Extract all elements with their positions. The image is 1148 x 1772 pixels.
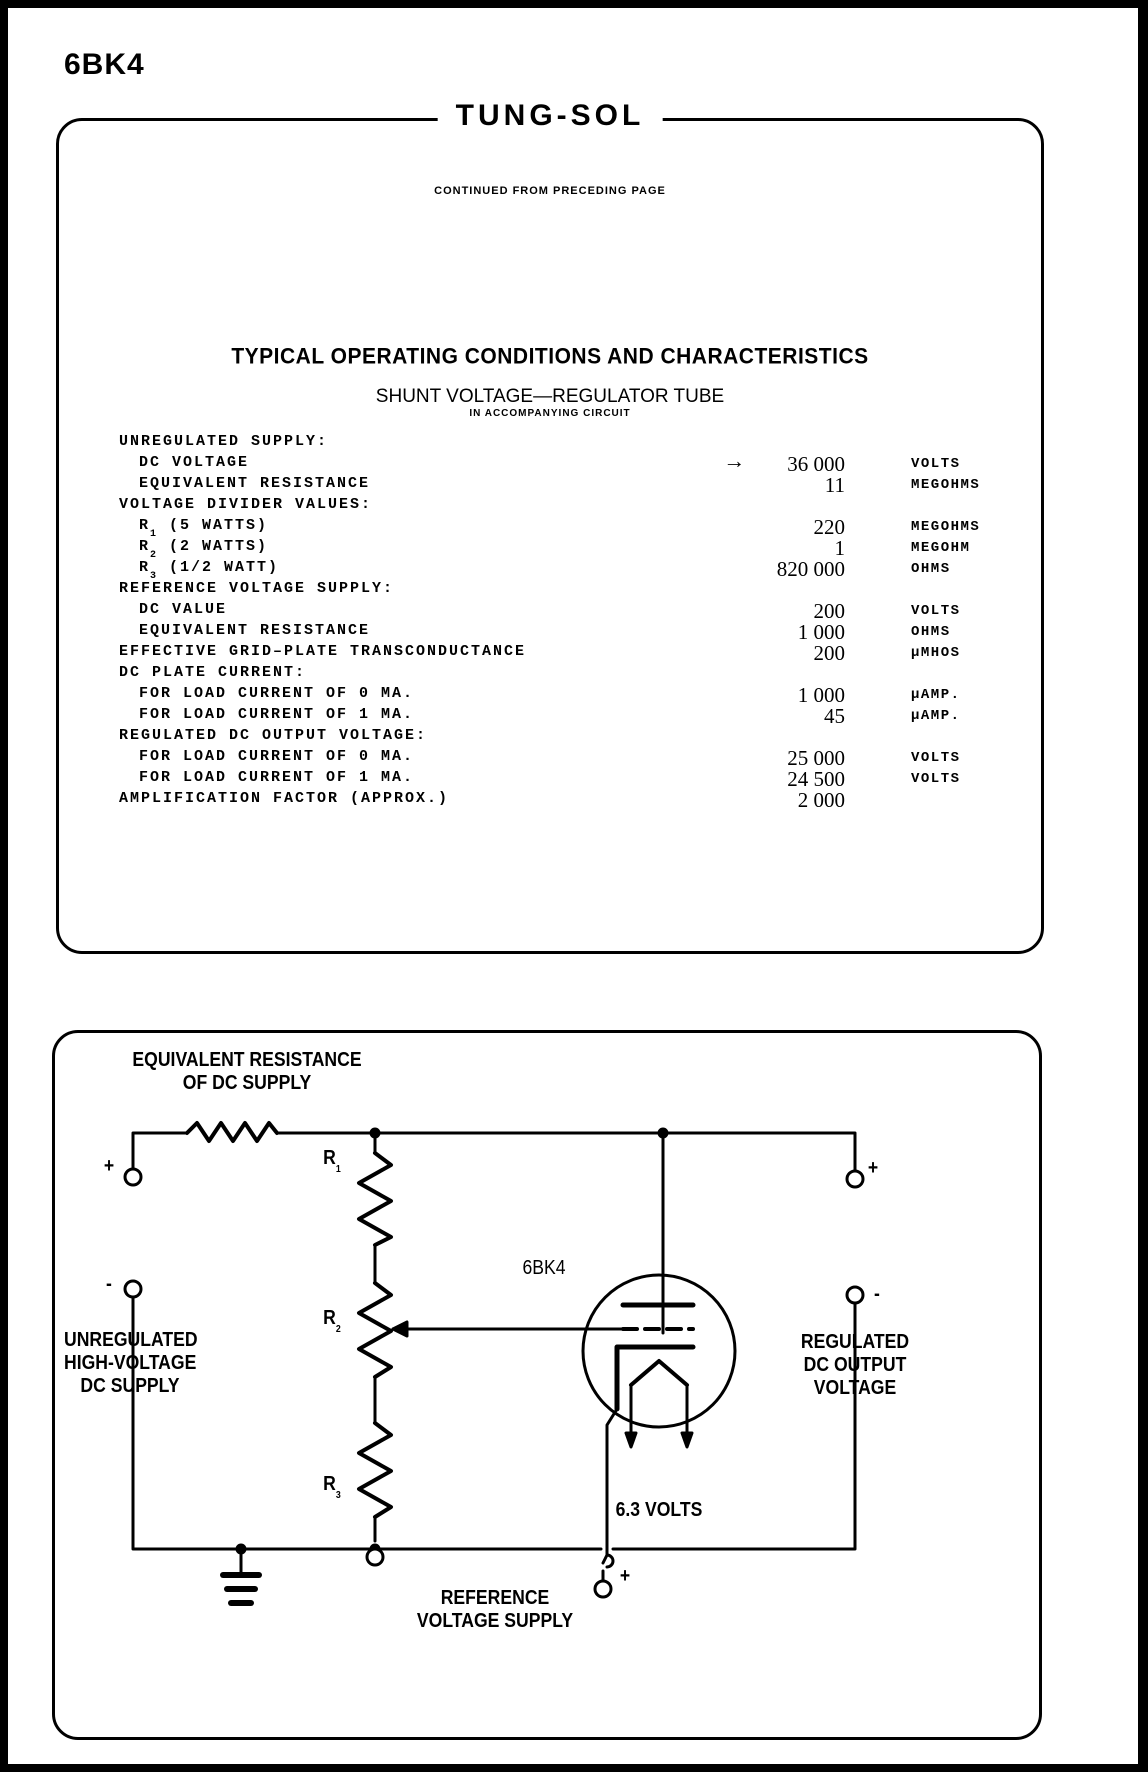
- reference-supply-label: [407, 1587, 583, 1633]
- condition-unit: µMHOS: [911, 645, 961, 661]
- ref-line1: REFERENCE: [440, 1587, 550, 1609]
- ref-plus-sign: +: [619, 1565, 631, 1587]
- unregulated-supply-label: [64, 1329, 196, 1398]
- condition-unit: OHMS: [911, 624, 951, 640]
- wire-top-rail: [277, 1133, 855, 1171]
- wire-cathode: [603, 1409, 617, 1563]
- condition-value: 200: [813, 599, 845, 623]
- reg-line2: DC OUTPUT: [803, 1354, 907, 1376]
- resistor-r2: [359, 1283, 391, 1377]
- condition-label-text: R: [139, 538, 151, 555]
- condition-value: 45: [824, 704, 845, 728]
- condition-label: [119, 496, 372, 513]
- condition-label-subscript: 3: [150, 571, 159, 582]
- condition-unit: µAMP.: [911, 708, 961, 724]
- condition-unit: OHMS: [911, 561, 951, 577]
- condition-label-text: FOR LOAD CURRENT OF 1 MA.: [139, 769, 415, 786]
- condition-value: 1 000: [797, 683, 845, 707]
- condition-label: [139, 559, 280, 582]
- condition-value: 1 000: [797, 620, 845, 644]
- condition-unit: VOLTS: [911, 750, 961, 766]
- condition-label: [139, 769, 414, 786]
- condition-label-subscript: 2: [150, 550, 159, 561]
- condition-label: [139, 622, 370, 639]
- condition-label-text: DC PLATE CURRENT:: [119, 664, 307, 681]
- supply-resistor: [187, 1123, 277, 1141]
- terminal-ref-plus: [595, 1581, 611, 1597]
- terminal-ref-minus: [367, 1549, 383, 1565]
- condition-label-text: FOR LOAD CURRENT OF 1 MA.: [139, 706, 415, 723]
- condition-label-text: EQUIVALENT RESISTANCE: [139, 475, 371, 492]
- condition-label-rest: (2 WATTS): [158, 538, 269, 555]
- circuit-diagram-card: [52, 1030, 1042, 1740]
- r1-subscript: 1: [335, 1164, 341, 1175]
- unreg-line1: UNREGULATED: [64, 1329, 198, 1351]
- condition-value: 220: [813, 515, 845, 539]
- condition-label-text: FOR LOAD CURRENT OF 0 MA.: [139, 748, 415, 765]
- tube-heater: [631, 1361, 687, 1385]
- r2-letter: R: [323, 1307, 336, 1329]
- resistor-r1: [359, 1153, 391, 1245]
- terminal-unreg-minus: [125, 1281, 141, 1297]
- condition-value: 2 000: [797, 788, 845, 812]
- condition-unit: MEGOHMS: [911, 477, 981, 493]
- condition-label-rest: (5 WATTS): [158, 517, 269, 534]
- r2-subscript: 2: [335, 1324, 341, 1335]
- supply-resistance-line2: OF DC SUPPLY: [182, 1072, 312, 1094]
- condition-label: [139, 685, 414, 702]
- condition-label-text: FOR LOAD CURRENT OF 0 MA.: [139, 685, 415, 702]
- condition-value: 36 000: [787, 452, 845, 476]
- condition-label: [119, 433, 328, 450]
- condition-value: 25 000: [787, 746, 845, 770]
- unreg-line3: DC SUPPLY: [80, 1375, 180, 1397]
- r1-letter: R: [323, 1147, 336, 1169]
- condition-label: [139, 475, 370, 492]
- condition-label-text: REGULATED DC OUTPUT VOLTAGE:: [119, 727, 428, 744]
- condition-label: [139, 538, 269, 561]
- heater-arrow-right: [682, 1433, 692, 1447]
- terminal-unreg-plus: [125, 1169, 141, 1185]
- condition-value: 200: [813, 641, 845, 665]
- supply-resistance-label: [124, 1049, 370, 1095]
- reg-plus-sign: +: [867, 1157, 879, 1179]
- condition-label-text: DC VOLTAGE: [139, 454, 250, 471]
- condition-label-text: VOLTAGE DIVIDER VALUES:: [119, 496, 373, 513]
- condition-label: [119, 790, 449, 807]
- condition-label: [139, 706, 414, 723]
- condition-label: [119, 727, 427, 744]
- condition-unit: MEGOHMS: [911, 519, 981, 535]
- r2-label: [319, 1307, 345, 1338]
- supply-resistance-line1: EQUIVALENT RESISTANCE: [132, 1049, 362, 1071]
- conditions-subtitle: SHUNT VOLTAGE—REGULATOR TUBE: [375, 386, 725, 407]
- condition-label: [119, 664, 306, 681]
- wire-crossover: [607, 1555, 613, 1567]
- condition-unit: VOLTS: [911, 456, 961, 472]
- r3-subscript: 3: [335, 1490, 341, 1501]
- arrow-icon: →: [727, 450, 741, 475]
- reg-line3: VOLTAGE: [813, 1377, 897, 1399]
- unreg-plus-sign: +: [103, 1155, 115, 1177]
- tube-envelope: [583, 1275, 735, 1427]
- condition-label-text: EFFECTIVE GRID–PLATE TRANSCONDUCTANCE: [119, 643, 527, 660]
- condition-label-subscript: 1: [150, 529, 159, 540]
- condition-label: [139, 517, 269, 540]
- tube-label: 6BK4: [522, 1257, 566, 1279]
- unreg-line2: HIGH-VOLTAGE: [64, 1352, 197, 1374]
- condition-label-text: AMPLIFICATION FACTOR (APPROX.): [119, 790, 450, 807]
- unreg-minus-sign: -: [106, 1273, 112, 1295]
- wire-left-top: [133, 1133, 187, 1169]
- wiper-arrow: [393, 1322, 407, 1336]
- terminal-reg-minus: [847, 1287, 863, 1303]
- regulated-output-label: [793, 1331, 916, 1400]
- r3-letter: R: [323, 1473, 336, 1495]
- continued-note: CONTINUED FROM PRECEDING PAGE: [434, 185, 666, 197]
- condition-label: [119, 643, 526, 660]
- terminal-reg-plus: [847, 1171, 863, 1187]
- condition-unit: VOLTS: [911, 603, 961, 619]
- heater-voltage-label: 6.3 VOLTS: [615, 1499, 703, 1521]
- condition-label-text: R: [139, 517, 151, 534]
- condition-label: [139, 601, 227, 618]
- operating-conditions-card: [56, 99, 1044, 954]
- condition-label: [139, 454, 249, 471]
- conditions-note: IN ACCOMPANYING CIRCUIT: [469, 408, 631, 419]
- condition-label-rest: (1/2 WATT): [158, 559, 280, 576]
- datasheet-page: [8, 8, 1138, 1764]
- condition-value: 11: [824, 473, 845, 497]
- condition-label: [119, 580, 394, 597]
- condition-row: [59, 790, 1041, 814]
- condition-value: 820 000: [776, 557, 845, 581]
- condition-label: [139, 748, 414, 765]
- condition-value: 1: [834, 536, 845, 560]
- condition-label-text: EQUIVALENT RESISTANCE: [139, 622, 371, 639]
- condition-label-text: REFERENCE VOLTAGE SUPPLY:: [119, 580, 395, 597]
- conditions-title: TYPICAL OPERATING CONDITIONS AND CHARACTERISTICS: [231, 344, 869, 369]
- heater-arrow-left: [626, 1433, 636, 1447]
- condition-unit: VOLTS: [911, 771, 961, 787]
- reg-line1: REGULATED: [800, 1331, 910, 1353]
- condition-label-text: DC VALUE: [139, 601, 228, 618]
- resistor-r3: [359, 1423, 391, 1517]
- condition-unit: µAMP.: [911, 687, 961, 703]
- r3-label: [319, 1473, 345, 1504]
- reg-minus-sign: -: [874, 1283, 880, 1305]
- tube-type-heading: 6BK4: [64, 48, 145, 81]
- condition-unit: MEGOHM: [911, 540, 971, 556]
- r1-label: [319, 1147, 345, 1178]
- condition-value: 24 500: [787, 767, 845, 791]
- ref-minus-sign: -: [342, 1537, 348, 1559]
- brand-logo: TUNG-SOL: [438, 99, 663, 133]
- ref-line2: VOLTAGE SUPPLY: [416, 1610, 574, 1632]
- condition-label-text: UNREGULATED SUPPLY:: [119, 433, 329, 450]
- condition-label-text: R: [139, 559, 151, 576]
